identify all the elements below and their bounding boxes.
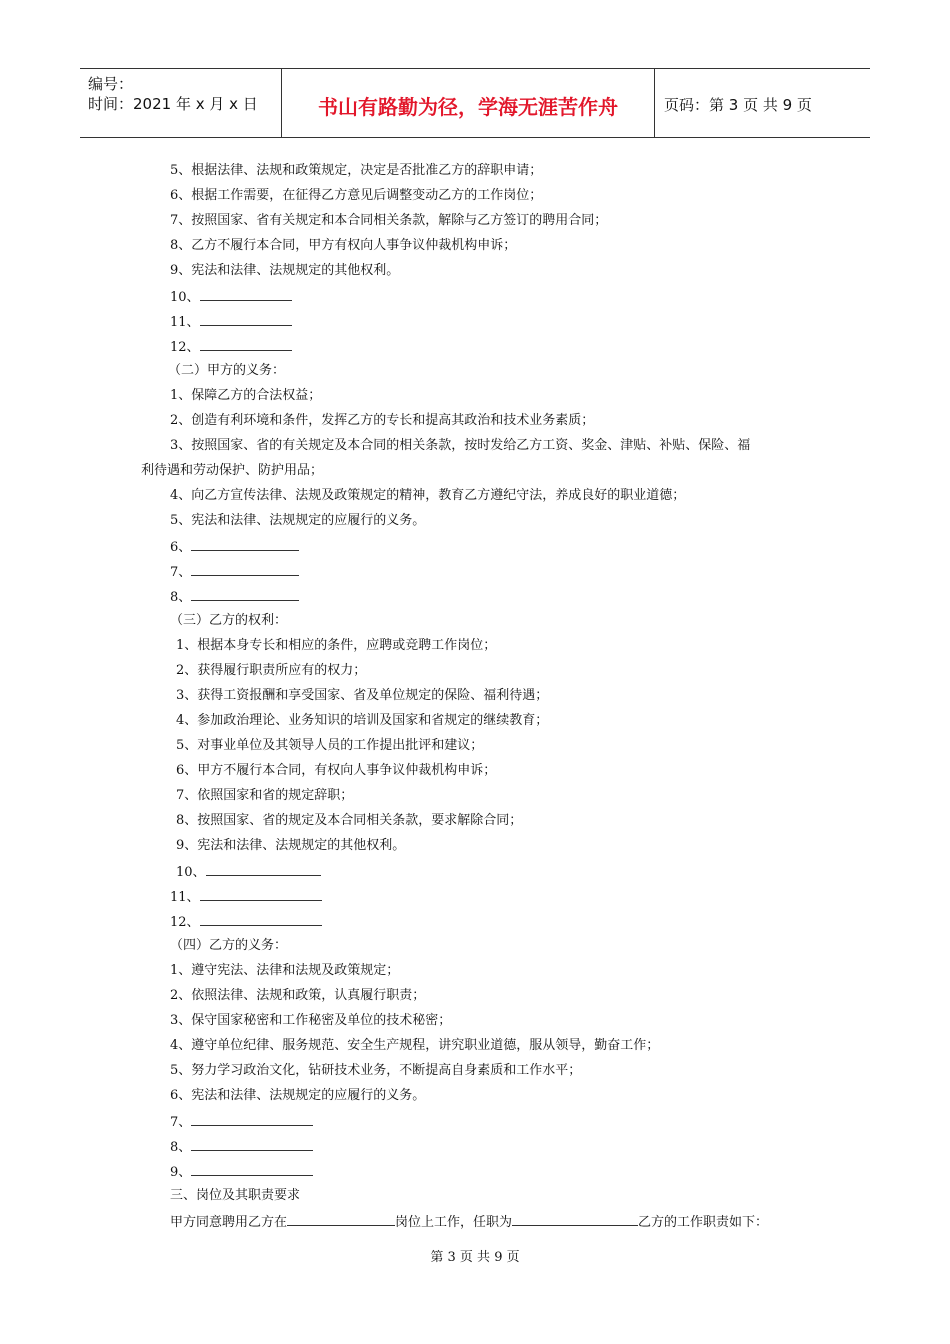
item-number: 8、: [170, 1140, 192, 1155]
text-line: 6、宪法和法律、法规规定的应履行的义务。: [170, 1088, 426, 1103]
item-number: 12、: [170, 340, 200, 355]
text-segment: 甲方同意聘用乙方在: [170, 1215, 288, 1230]
section-heading: （四）乙方的义务：: [170, 938, 288, 953]
item-number: 7、: [170, 1115, 192, 1130]
text-line: 5、努力学习政治文化，钻研技术业务，不断提高自身素质和工作水平；: [170, 1063, 582, 1078]
item-number: 10、: [176, 865, 206, 880]
item-number: 10、: [170, 290, 200, 305]
blank-item: [170, 312, 292, 332]
blank-underline: [191, 587, 299, 601]
blank-item: [170, 1112, 313, 1132]
header-middle-cell: [282, 69, 655, 137]
item-number: 11、: [170, 890, 200, 905]
blank-underline: [512, 1212, 638, 1226]
time-label: 时间：2021 年 x 月 x 日: [88, 95, 258, 113]
text-line: 9、宪法和法律、法规规定的其他权利。: [170, 263, 400, 278]
section-heading: 三、岗位及其职责要求: [170, 1188, 301, 1203]
item-number: 11、: [170, 315, 200, 330]
blank-item: [176, 862, 321, 882]
text-line: 2、依照法律、法规和政策，认真履行职责；: [170, 988, 426, 1003]
header-right-cell: [655, 69, 870, 137]
blank-underline: [200, 312, 292, 326]
text-line: 2、获得履行职责所应有的权力；: [176, 663, 367, 678]
text-line: 8、按照国家、省的规定及本合同相关条款，要求解除合同；: [176, 813, 523, 828]
blank-underline: [206, 862, 321, 876]
blank-underline: [287, 1212, 395, 1226]
blank-underline: [191, 1162, 313, 1176]
blank-underline: [191, 1112, 313, 1126]
blank-underline: [191, 562, 299, 576]
item-number: 7、: [170, 565, 192, 580]
blank-underline: [200, 287, 292, 301]
text-line: 3、保守国家秘密和工作秘密及单位的技术秘密；: [170, 1013, 452, 1028]
blank-item: [170, 912, 322, 932]
header-left-cell: [80, 69, 282, 137]
text-line: 4、参加政治理论、业务知识的培训及国家和省规定的继续教育；: [176, 713, 549, 728]
blank-underline: [191, 537, 299, 551]
text-line: 5、宪法和法律、法规规定的应履行的义务。: [170, 513, 426, 528]
blank-item: [170, 287, 292, 307]
header-motto: 书山有路勤为径，学海无涯苦作舟: [318, 95, 618, 119]
text-segment: 乙方的工作职责如下：: [638, 1215, 769, 1230]
text-line: 5、根据法律、法规和政策规定，决定是否批准乙方的辞职申请；: [170, 163, 543, 178]
blank-underline: [200, 337, 292, 351]
text-line: 利待遇和劳动保护、防护用品；: [141, 463, 324, 478]
blank-item: [170, 1162, 313, 1182]
item-number: 12、: [170, 915, 200, 930]
text-line: 3、获得工资报酬和享受国家、省及单位规定的保险、福利待遇；: [176, 688, 549, 703]
text-line: 7、按照国家、省有关规定和本合同相关条款，解除与乙方签订的聘用合同；: [170, 213, 608, 228]
text-line: 6、根据工作需要，在征得乙方意见后调整变动乙方的工作岗位；: [170, 188, 543, 203]
text-line: 4、遵守单位纪律、服务规范、安全生产规程，讲究职业道德，服从领导，勤奋工作；: [170, 1038, 660, 1053]
appointment-line: [170, 1212, 768, 1232]
blank-item: [170, 887, 322, 907]
blank-item: [170, 537, 299, 557]
text-line: 7、依照国家和省的规定辞职；: [176, 788, 354, 803]
text-line: 1、保障乙方的合法权益；: [170, 388, 322, 403]
item-number: 6、: [170, 540, 192, 555]
blank-underline: [191, 1137, 313, 1151]
item-number: 9、: [170, 1165, 192, 1180]
text-line: 8、乙方不履行本合同，甲方有权向人事争议仲裁机构申诉；: [170, 238, 517, 253]
text-line: 1、根据本身专长和相应的条件，应聘或竞聘工作岗位；: [176, 638, 497, 653]
page-header: [80, 68, 870, 138]
blank-item: [170, 562, 299, 582]
text-line: 3、按照国家、省的有关规定及本合同的相关条款，按时发给乙方工资、奖金、津贴、补贴、保险、福: [170, 438, 751, 453]
text-line: 5、对事业单位及其领导人员的工作提出批评和建议；: [176, 738, 484, 753]
section-heading: （二）甲方的义务：: [168, 363, 286, 378]
text-line: 6、甲方不履行本合同，有权向人事争议仲裁机构申诉；: [176, 763, 497, 778]
blank-item: [170, 1137, 313, 1157]
section-heading: （三）乙方的权利：: [170, 613, 288, 628]
text-segment: 岗位上工作，任职为: [395, 1215, 513, 1230]
text-line: 4、向乙方宣传法律、法规及政策规定的精神，教育乙方遵纪守法，养成良好的职业道德；: [170, 488, 686, 503]
text-line: 9、宪法和法律、法规规定的其他权利。: [176, 838, 406, 853]
blank-item: [170, 337, 292, 357]
blank-underline: [200, 887, 322, 901]
item-number: 8、: [170, 590, 192, 605]
number-label: 编号：: [88, 75, 134, 93]
blank-underline: [200, 912, 322, 926]
page-footer: 第 3 页 共 9 页: [430, 1250, 520, 1265]
page-info: 页码：第 3 页 共 9 页: [664, 96, 812, 114]
blank-item: [170, 587, 299, 607]
text-line: 2、创造有利环境和条件，发挥乙方的专长和提高其政治和技术业务素质；: [170, 413, 595, 428]
text-line: 1、遵守宪法、法律和法规及政策规定；: [170, 963, 400, 978]
